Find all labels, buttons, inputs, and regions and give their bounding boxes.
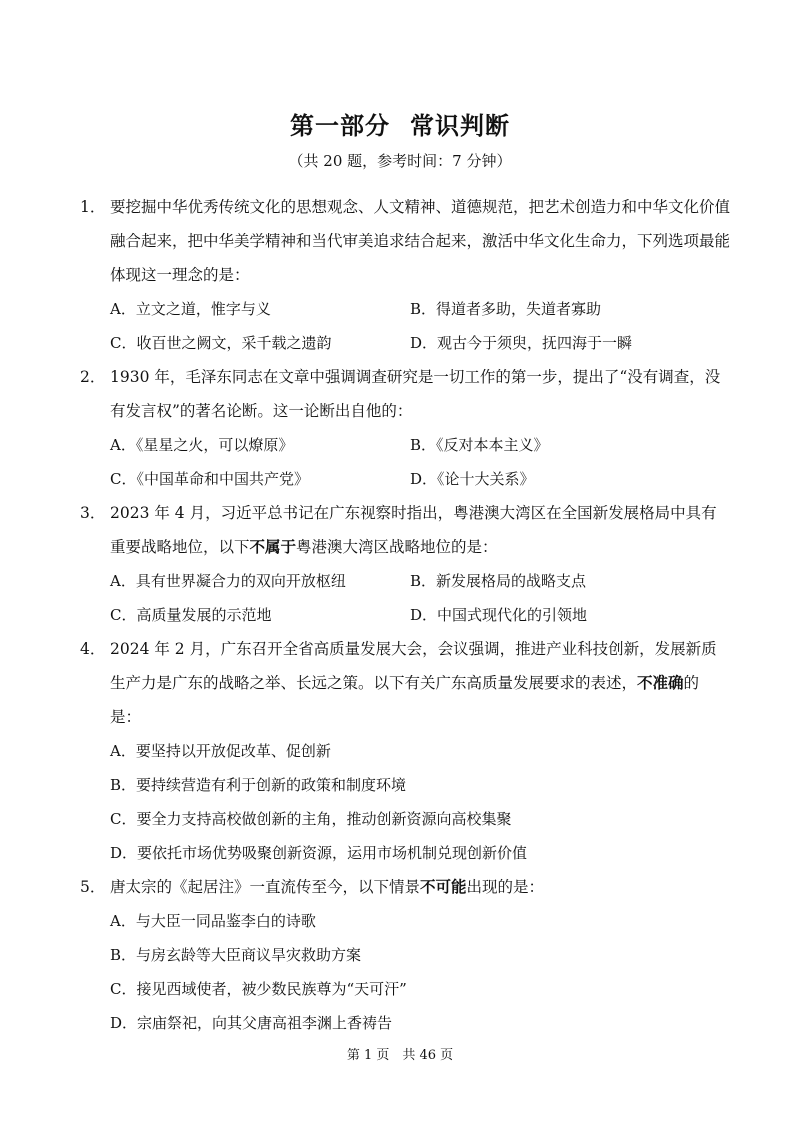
page-footer: 第 1 页 共 46 页 <box>346 1048 454 1063</box>
option-list <box>80 904 730 1040</box>
option-d: D．中国式现代化的引领地 <box>410 606 588 624</box>
option-b: B．要持续营造有利于创新的政策和制度环境 <box>110 776 407 794</box>
option-grid <box>80 292 730 360</box>
option-d: D．观古今于须臾，抚四海于一瞬 <box>410 334 633 352</box>
option-a: A．具有世界凝合力的双向开放枢纽 <box>110 572 346 590</box>
question-5 <box>80 870 730 1040</box>
question-stem <box>80 870 730 904</box>
question-text-before: 2024 年 2 月，广东召开全省高质量发展大会，会议强调，推进产业科技创新，发展新质生产力是广东的战略之举、长远之策。以下有关广东高质量发展要求的表述， <box>110 640 717 692</box>
option-c: C．要全力支持高校做创新的主角，推动创新资源向高校集聚 <box>110 810 512 828</box>
section-title <box>0 108 800 144</box>
question-stem <box>80 632 730 734</box>
option-grid <box>80 564 730 632</box>
section-subtitle: （共 20 题，参考时间：7 分钟） <box>288 152 512 170</box>
section-part: 第一部分 <box>290 112 390 140</box>
option-grid <box>80 428 730 496</box>
option-b: B．《反对本本主义》 <box>410 436 549 454</box>
option-b: B．得道者多助，失道者寡助 <box>410 300 602 318</box>
question-text-after: 粤港澳大湾区战略地位的是： <box>296 538 498 556</box>
question-stem <box>80 496 730 564</box>
question-number: 2． <box>80 368 106 386</box>
option-c: C．高质量发展的示范地 <box>110 606 272 624</box>
question-stem <box>80 360 730 428</box>
question-emphasis: 不准确 <box>637 674 684 692</box>
option-a: A．《星星之火，可以燎原》 <box>110 436 294 454</box>
question-3 <box>80 496 730 632</box>
question-number: 5． <box>80 878 106 896</box>
question-emphasis: 不属于 <box>249 538 297 556</box>
section-name: 常识判断 <box>410 112 510 140</box>
option-d: D．要依托市场优势吸聚创新资源，运用市场机制兑现创新价值 <box>110 844 528 862</box>
question-1 <box>80 190 730 360</box>
option-b: B．新发展格局的战略支点 <box>410 572 587 590</box>
question-number: 3． <box>80 504 106 522</box>
option-b: B．与房玄龄等大臣商议旱灾救助方案 <box>110 946 362 964</box>
option-a: A．立文之道，惟字与义 <box>110 300 271 318</box>
question-emphasis: 不可能 <box>420 878 467 896</box>
question-stem <box>80 190 730 292</box>
question-text-before: 唐太宗的《起居注》一直流传至今，以下情景 <box>110 878 421 896</box>
question-2 <box>80 360 730 496</box>
question-number: 4． <box>80 640 106 658</box>
question-text-after: 的是： <box>110 674 700 726</box>
question-text: 1930 年，毛泽东同志在文章中强调调查研究是一切工作的第一步，提出了“没有调查，没有发言权”的著名论断。这一论断出自他的： <box>110 368 721 420</box>
question-text-before: 2023 年 4 月，习近平总书记在广东视察时指出，粤港澳大湾区在全国新发展格局中具有重要战略地位，以下 <box>110 504 717 556</box>
option-d: D．《论十大关系》 <box>410 470 535 488</box>
option-list <box>80 734 730 870</box>
question-number: 1． <box>80 198 106 216</box>
option-c: C．接见西域使者，被少数民族尊为“天可汗” <box>110 980 407 998</box>
option-a: A．与大臣一同品鉴李白的诗歌 <box>110 912 316 930</box>
option-c: C．《中国革命和中国共产党》 <box>110 470 309 488</box>
question-list <box>80 190 730 1040</box>
question-4 <box>80 632 730 870</box>
question-text: 要挖掘中华优秀传统文化的思想观念、人文精神、道德规范，把艺术创造力和中华文化价值融合起来，把中华美学精神和当代审美追求结合起来，激活中华文化生命力，下列选项最能体现这一理念的是： <box>110 198 731 284</box>
question-text-after: 出现的是： <box>466 878 545 896</box>
option-c: C．收百世之阙文，采千载之遗韵 <box>110 334 332 352</box>
option-a: A．要坚持以开放促改革、促创新 <box>110 742 331 760</box>
option-d: D．宗庙祭祀，向其父唐高祖李渊上香祷告 <box>110 1014 393 1032</box>
